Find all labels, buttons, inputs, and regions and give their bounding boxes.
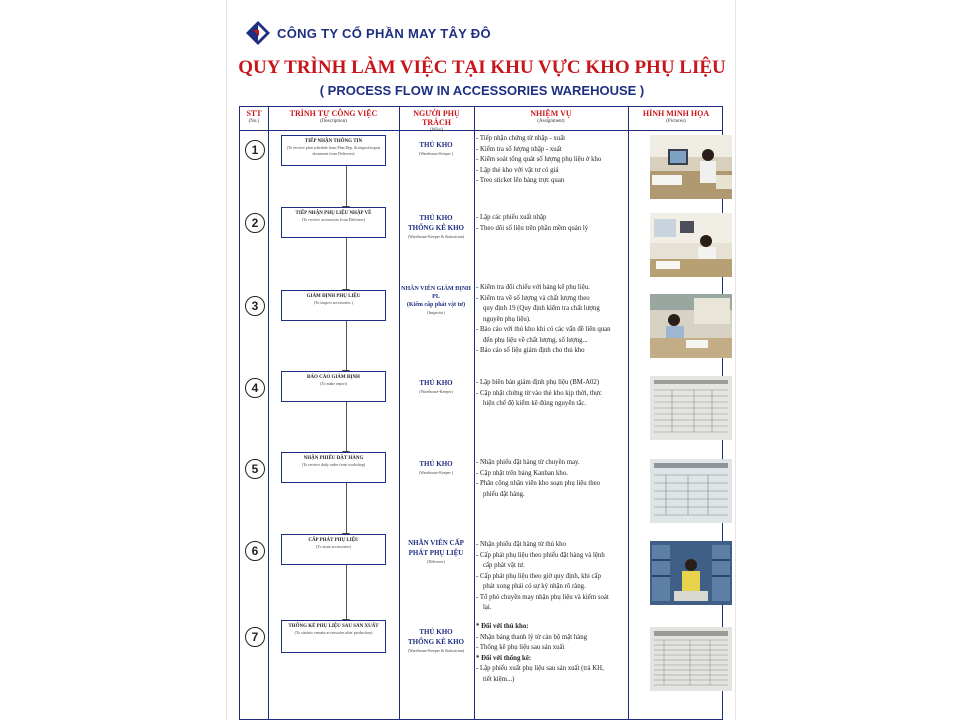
- step-tasks: * Đối với thủ kho: - Nhận bảng thanh lý từ cán bộ mặt hàng - Thống kê phụ liệu sau sản xuất * Đối với thống kê: - Lập phiếu xuất phụ liệu sau sản xuất (trả KH, tiết kiệm...): [476, 623, 604, 683]
- step-number: 5: [245, 459, 265, 479]
- company-logo-icon: [245, 20, 271, 46]
- step-tasks: - Kiểm tra đối chiếu với bảng kê phụ liệu. - Kiểm tra về số lượng và chất lượng theo quy định 19 (Quy định kiểm tra chất lượng nguyên phụ liệu). - Báo cáo với thủ kho khi có các vấn đề liên quan đến phụ liệu về chất lượng, số lượng... - Báo cáo số liệu giám định cho thủ kho: [476, 284, 611, 354]
- step-owner: NHÂN VIÊN CẤP PHÁT PHỤ LIỆU (Deliverer): [408, 539, 464, 564]
- header-pictures: HÌNH MINH HỌA (Pictures): [642, 109, 710, 124]
- page-title: QUY TRÌNH LÀM VIỆC TẠI KHU VỰC KHO PHỤ LIỆU: [238, 57, 726, 78]
- inspection-report-form: [650, 376, 732, 440]
- process-table: [239, 106, 723, 720]
- step-box: TIẾP NHẬN PHỤ LIỆU NHẬP VỀ (To receive accessories from Deliverer): [281, 207, 386, 238]
- header-stt: STT (No.): [246, 109, 262, 124]
- staff-at-computer-photo: [650, 135, 732, 199]
- step-box: NHẬN PHIẾU ĐẶT HÀNG (To receive daily order from workshop): [281, 452, 386, 483]
- header-description: TRÌNH TỰ CÔNG VIỆC (Description): [289, 109, 378, 124]
- order-form: [650, 459, 732, 523]
- step-box: TIẾP NHẬN THÔNG TIN (To receive plan schedule from Plan Dep. & import/export document from Deliverer): [281, 135, 386, 166]
- step-number: 6: [245, 541, 265, 561]
- step-box: BÁO CÁO GIÁM ĐỊNH (To make report): [281, 371, 386, 402]
- step-owner: NHÂN VIÊN GIÁM ĐỊNH PL (Kiểm cấp phát vật tư) (Inspector): [401, 286, 471, 315]
- step-tasks: - Nhận phiếu đặt hàng từ chuyền may. - Cập nhật trên bảng Kanban kho. - Phân công nhân viên kho soạn phụ liệu theo phiếu đặt hàng.: [476, 459, 601, 498]
- process-flow-document: [226, 0, 736, 720]
- step-number: 7: [245, 627, 265, 647]
- step-number: 1: [245, 140, 265, 160]
- step-owner: THỦ KHO (Warehouse-Keeper ): [418, 460, 454, 475]
- company-name: CÔNG TY CỔ PHẦN MAY TÂY ĐÔ: [277, 25, 491, 41]
- step-tasks: - Lập các phiếu xuất nhập - Theo dõi số liệu trên phần mềm quản lý: [476, 214, 589, 232]
- step-owner: THỦ KHO (Warehouse-Keeper): [419, 379, 453, 394]
- step-tasks: - Nhận phiếu đặt hàng từ thủ kho - Cấp phát phụ liệu theo phiếu đặt hàng và lệnh cấp phát vật tư. - Cấp phát phụ liệu theo giờ quy định, khi cấp phát xong phải có sự ký nhận rõ ràng. - Tổ phó chuyền may nhận phụ liệu và kiểm soát lại.: [476, 541, 609, 611]
- inspector-photo: [650, 294, 732, 358]
- step-box: CẤP PHÁT PHỤ LIỆU (To issue accessories): [281, 534, 386, 565]
- step-box: THỐNG KÊ PHỤ LIỆU SAU SẢN XUẤT (To statistic remain accessories after production): [281, 620, 386, 653]
- statistic-sheet: [650, 627, 732, 691]
- page-subtitle: ( PROCESS FLOW IN ACCESSORIES WAREHOUSE ): [319, 83, 645, 98]
- step-number: 2: [245, 213, 265, 233]
- step-box: GIÁM ĐỊNH PHỤ LIỆU (To inspect accessories ): [281, 290, 386, 321]
- step-number: 4: [245, 378, 265, 398]
- step-owner: THỦ KHO THỐNG KÊ KHO (Warehouse-Keeper & Statistician): [407, 628, 465, 653]
- deliverer-in-warehouse-photo: [650, 541, 732, 605]
- step-tasks: - Lập biên bản giám định phụ liệu (BM-A02) - Cập nhật chứng từ vào thẻ kho kịp thời, thực hiện chế độ kiểm kê đúng nguyên tắc.: [476, 379, 602, 407]
- header-assignment: NHIỆM VỤ (Assignment): [530, 109, 572, 124]
- header-who: NGƯỜI PHỤ TRÁCH (Who): [413, 109, 460, 133]
- step-owner: THỦ KHO THỐNG KÊ KHO (Warehouse-Keeper & Statistician): [407, 214, 465, 239]
- statistician-at-desk-photo: [650, 213, 732, 277]
- company-header: [245, 20, 491, 46]
- step-number: 3: [245, 296, 265, 316]
- step-owner: THỦ KHO (Warehouse-Keeper ): [418, 141, 454, 156]
- step-tasks: - Tiếp nhận chứng từ nhập - xuất - Kiểm tra số lượng nhập - xuất - Kiểm soát tổng quát số lượng phụ liệu ở kho - Lập thẻ kho với vật tư có giá - Treo sticket lên bảng trực quan: [476, 135, 602, 184]
